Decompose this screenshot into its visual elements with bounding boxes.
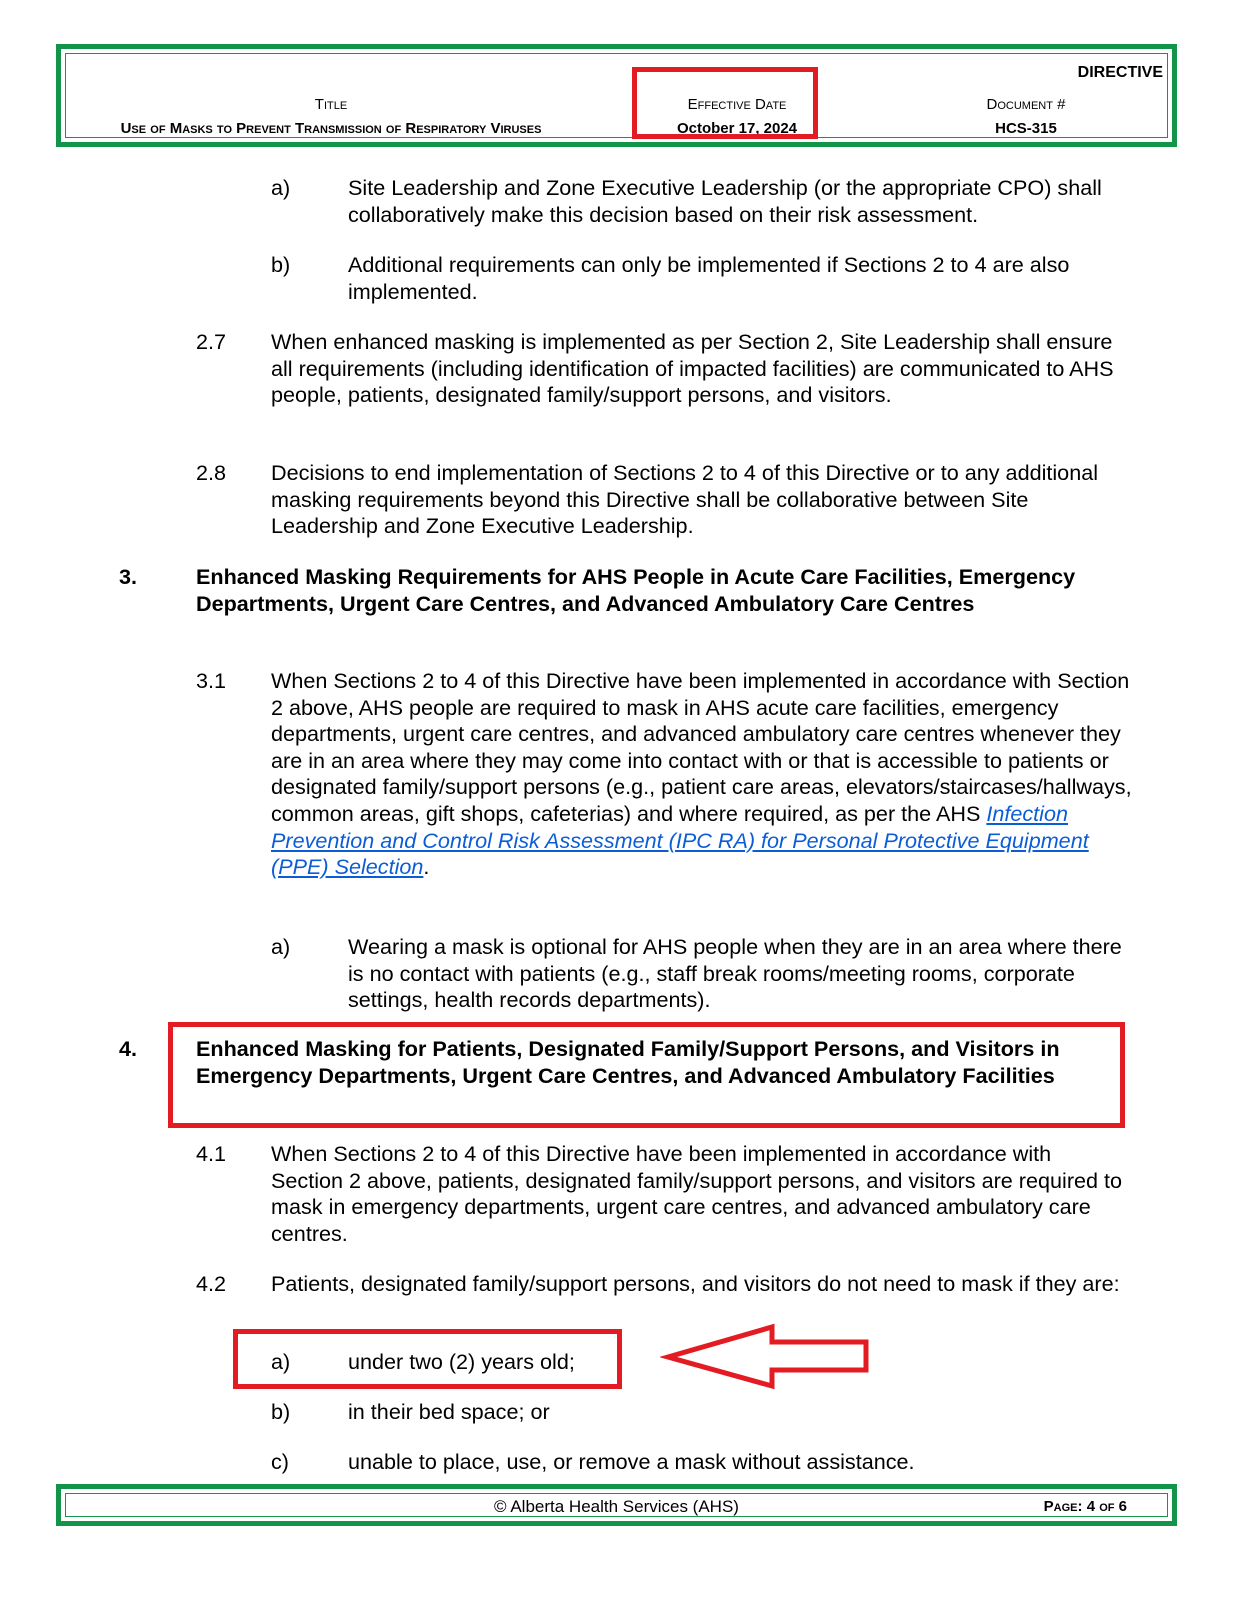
effective-date-highlight xyxy=(632,67,818,139)
item-label: 3.1 xyxy=(196,668,227,693)
item-text: Decisions to end implementation of Sections 2 to 4 of this Directive or to any additional masking requirements beyond this Directive shall be collaborative between Site Leadership and Zone Executive Leadership. xyxy=(271,460,1099,539)
item-text: unable to place, use, or remove a mask without assistance. xyxy=(348,1449,915,1474)
section-number: 4. xyxy=(119,1036,138,1061)
section-title: Enhanced Masking for Patients, Designated Family/Support Persons, and Visitors in Emergency Departments, Urgent Care Centres, and Advanced Ambulatory Facilities xyxy=(196,1036,1060,1088)
section-number: 3. xyxy=(119,564,138,589)
item-text-body: When Sections 2 to 4 of this Directive have been implemented in accordance with Section 2 above, AHS people are required to mask in AHS acute care facilities, emergency departments, urgent care centres, and advanced ambulatory care centres whenever they are in an area where they may come into contact with or that is accessible to patients or designated family/support persons (e.g., patient care areas, elevators/staircases/hallways, common areas, gift shops, cafeterias) and where required, as per the AHS xyxy=(271,668,1132,826)
item-label: 2.7 xyxy=(196,329,227,354)
page-of: of xyxy=(1099,1498,1115,1515)
item-text: Patients, designated family/support persons, and visitors do not need to mask if they are: xyxy=(271,1271,1120,1296)
item-label: 4.1 xyxy=(196,1141,227,1166)
effective-date-value: October 17, 2024 xyxy=(676,120,798,137)
item-text: in their bed space; or xyxy=(348,1399,550,1424)
page-total: 6 xyxy=(1118,1498,1127,1515)
title-value: Use of Masks to Prevent Transmission of Respiratory Viruses xyxy=(120,120,542,137)
item-text: When enhanced masking is implemented as per Section 2, Site Leadership shall ensure all requirements (including identification of impacted facilities) are communicated to AHS people, patients, designated family/support persons, and visitors. xyxy=(271,329,1114,408)
document-footer xyxy=(56,1484,1177,1526)
ipc-ra-ppe-link[interactable]: Infection Prevention and Control Risk Assessment (IPC RA) for Personal Protective Equipment (PPE) Selection xyxy=(271,800,1089,880)
page-label: Page: xyxy=(1043,1498,1083,1515)
item-text: Additional requirements can only be implemented if Sections 2 to 4 are also implemented. xyxy=(348,252,1070,304)
page-number xyxy=(1044,1498,1127,1515)
page-current: 4 xyxy=(1086,1498,1096,1515)
effective-date-label: Effective Date xyxy=(687,96,787,113)
item-label: 2.8 xyxy=(196,460,227,485)
item-label: b) xyxy=(271,1399,291,1424)
item-text: Wearing a mask is optional for AHS people when they are in an area where there is no contact with patients (e.g., staff break rooms/meeting rooms, corporate settings, health records departments). xyxy=(348,934,1122,1013)
copyright: © Alberta Health Services (AHS) xyxy=(494,1497,739,1516)
item-label: a) xyxy=(271,934,291,959)
item-text-after: . xyxy=(423,854,430,880)
item-label: 4.2 xyxy=(196,1271,227,1296)
item-text: under two (2) years old; xyxy=(348,1349,575,1374)
section-4-highlight xyxy=(168,1022,1125,1128)
title-label: Title xyxy=(314,96,348,113)
document-number-value: HCS-315 xyxy=(995,120,1057,137)
item-label: a) xyxy=(271,1349,291,1374)
section-title: Enhanced Masking Requirements for AHS People in Acute Care Facilities, Emergency Departments, Urgent Care Centres, and Advanced Ambulatory Care Centres xyxy=(196,564,1076,616)
item-label: c) xyxy=(271,1449,289,1474)
item-text: When Sections 2 to 4 of this Directive have been implemented in accordance with Section 2 above, patients, designated family/support persons, and visitors are required to mask in emergency departments, urgent care centres, and advanced ambulatory care centres. xyxy=(271,1141,1123,1246)
document-header xyxy=(56,44,1177,147)
item-label: b) xyxy=(271,252,291,277)
item-text: Site Leadership and Zone Executive Leadership (or the appropriate CPO) shall collaboratively make this decision based on their risk assessment. xyxy=(348,175,1102,227)
item-label: a) xyxy=(271,175,291,200)
document-footer-inner xyxy=(65,1493,1168,1517)
document-header-inner xyxy=(65,53,1168,138)
under-two-highlight xyxy=(233,1329,622,1389)
directive-label: DIRECTIVE xyxy=(1077,64,1163,81)
document-number-label: Document # xyxy=(986,96,1066,113)
item-text xyxy=(271,668,1133,881)
arrow-left-icon xyxy=(660,1322,875,1392)
